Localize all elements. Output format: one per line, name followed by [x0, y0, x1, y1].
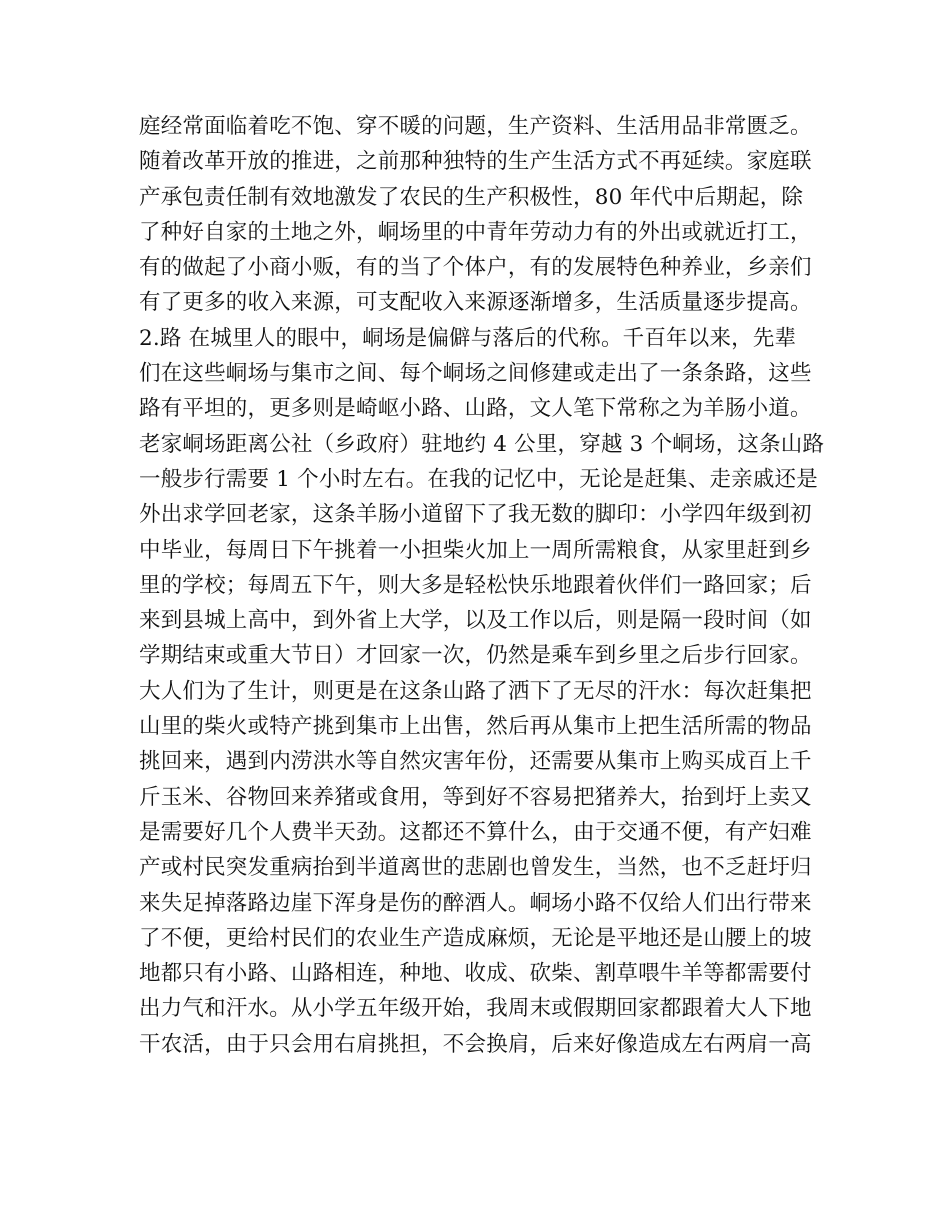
text-line: 斤玉米、谷物回来养猪或食用，等到好不容易把猪养大，抬到圩上卖又 — [139, 784, 812, 810]
text-line: 有了更多的收入来源，可支配收入来源逐渐增多，生活质量逐步提高。 — [139, 290, 812, 316]
text-line: 老家峒场距离公社（乡政府）驻地约 4 公里，穿越 3 个峒场，这条山路 — [139, 431, 825, 457]
text-line: 挑回来，遇到内涝洪水等自然灾害年份，还需要从集市上购买成百上千 — [139, 749, 812, 775]
text-line: 一般步行需要 1 个小时左右。在我的记忆中，无论是赶集、走亲戚还是 — [139, 466, 818, 492]
text-line: 了不便，更给村民们的农业生产造成麻烦，无论是平地还是山腰上的坡 — [139, 925, 812, 951]
text-line: 是需要好几个人费半天劲。这都还不算什么，由于交通不便，有产妇难 — [139, 819, 812, 845]
section-heading-line: 2.路 在城里人的眼中，峒场是偏僻与落后的代称。千百年以来，先辈 — [139, 325, 797, 351]
text-line: 产或村民突发重病抬到半道离世的悲剧也曾发生，当然，也不乏赶圩归 — [139, 855, 812, 881]
text-line: 里的学校；每周五下午，则大多是轻松快乐地跟着伙伴们一路回家；后 — [139, 572, 812, 598]
text-line: 庭经常面临着吃不饱、穿不暖的问题，生产资料、生活用品非常匮乏。 — [139, 114, 812, 139]
body-text — [139, 109, 829, 1062]
text-line: 学期结束或重大节日）才回家一次，仍然是乘车到乡里之后步行回家。 — [139, 643, 812, 669]
text-line: 地都只有小路、山路相连，种地、收成、砍柴、割草喂牛羊等都需要付 — [139, 961, 812, 987]
text-line: 大人们为了生计，则更是在这条山路了洒下了无尽的汗水：每次赶集把 — [139, 678, 812, 704]
text-line: 有的做起了小商小贩，有的当了个体户，有的发展特色种养业，乡亲们 — [139, 255, 812, 281]
text-line: 产承包责任制有效地激发了农民的生产积极性，80 年代中后期起，除 — [139, 184, 804, 210]
text-line: 路有平坦的，更多则是崎岖小路、山路，文人笔下常称之为羊肠小道。 — [139, 396, 812, 422]
text-line: 来失足掉落路边崖下浑身是伤的醉酒人。峒场小路不仅给人们出行带来 — [139, 890, 812, 916]
text-line: 们在这些峒场与集市之间、每个峒场之间修建或走出了一条条路，这些 — [139, 361, 812, 387]
text-line: 干农活，由于只会用右肩挑担，不会换肩，后来好像造成左右两肩一高 — [139, 1031, 812, 1057]
text-line: 山里的柴火或特产挑到集市上出售，然后再从集市上把生活所需的物品 — [139, 714, 812, 740]
text-line: 了种好自家的土地之外，峒场里的中青年劳动力有的外出或就近打工， — [139, 219, 812, 245]
text-line: 随着改革开放的推进，之前那种独特的生产生活方式不再延续。家庭联 — [139, 149, 812, 175]
text-line: 中毕业，每周日下午挑着一小担柴火加上一周所需粮食，从家里赶到乡 — [139, 537, 812, 563]
text-line: 出力气和汗水。从小学五年级开始，我周末或假期回家都跟着大人下地 — [139, 996, 812, 1022]
text-line: 来到县城上高中，到外省上大学，以及工作以后，则是隔一段时间（如 — [139, 608, 812, 634]
text-line: 外出求学回老家，这条羊肠小道留下了我无数的脚印：小学四年级到初 — [139, 502, 812, 528]
